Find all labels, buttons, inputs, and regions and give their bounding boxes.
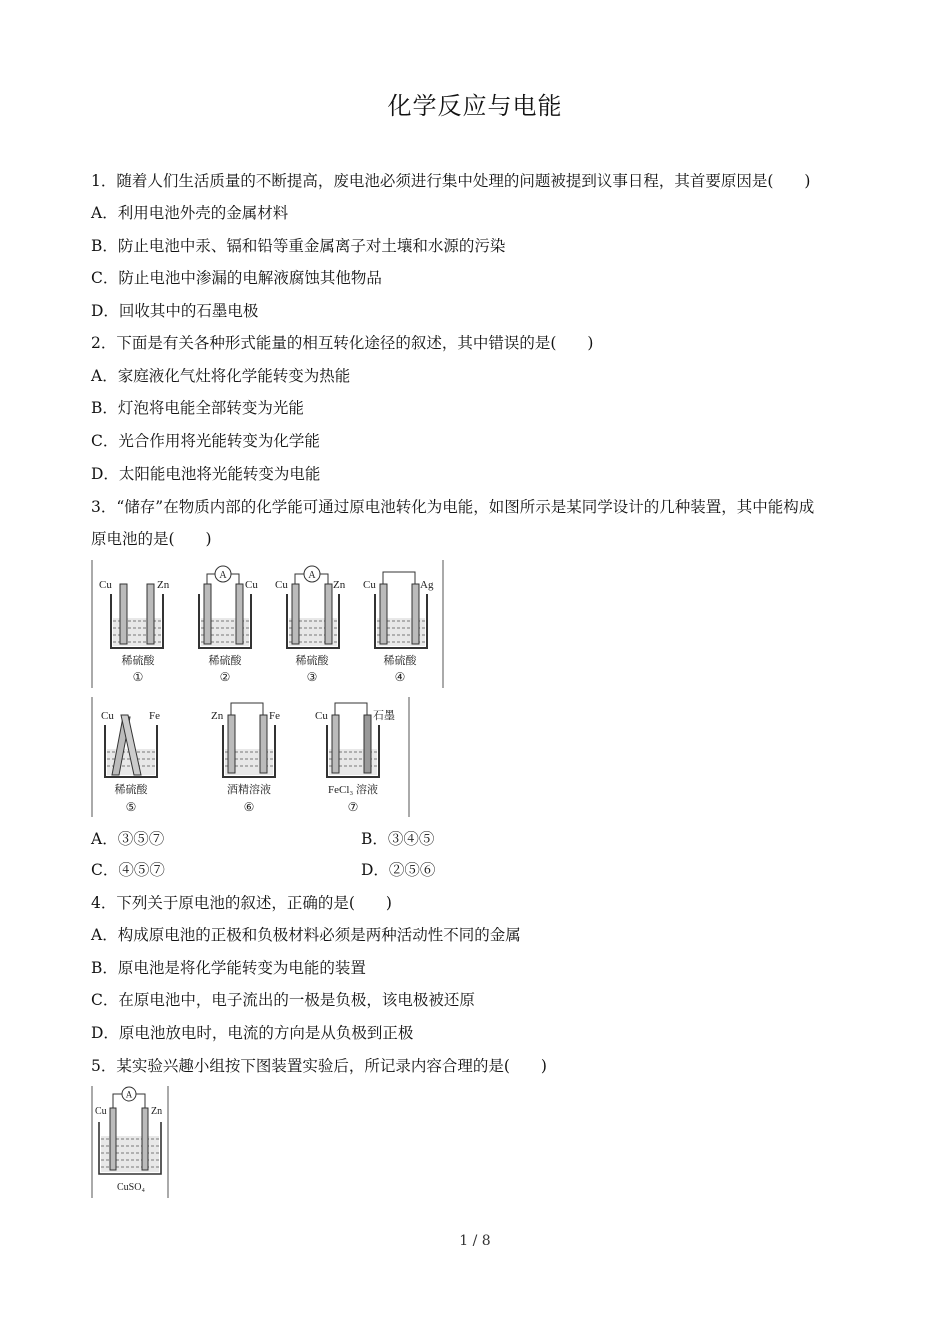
q4-option-d: D．原电池放电时，电流的方向是从负极到正极 (91, 1024, 414, 1042)
device-5-solution: 稀硫酸 (114, 784, 148, 796)
q5-stem: 5．某实验兴趣小组按下图装置实验后，所记录内容合理的是( ) (91, 1057, 547, 1075)
device-3-right-label: Zn (333, 579, 346, 591)
q2-option-d: D．太阳能电池将光能转变为电能 (91, 465, 321, 483)
q5-figure (91, 1084, 171, 1200)
device-2-number: ② (219, 670, 231, 684)
device-4-number: ④ (394, 670, 406, 684)
device-2-solution: 稀硫酸 (208, 655, 242, 667)
q4-option-c: C．在原电池中，电子流出的一极是负极，该电极被还原 (91, 991, 475, 1009)
device-7-left-label: Cu (315, 710, 328, 722)
device-3-solution: 稀硫酸 (295, 655, 329, 667)
device-2 (199, 566, 258, 684)
device-7-number: ⑦ (347, 800, 359, 814)
device-6-solution: 酒精溶液 (227, 784, 271, 796)
device-5 (101, 710, 160, 814)
device-5-left-label: Cu (101, 710, 114, 722)
q5-right-label: Zn (151, 1106, 163, 1117)
q4-stem: 4．下列关于原电池的叙述，正确的是( ) (91, 894, 392, 912)
q4-option-a: A．构成原电池的正极和负极材料必须是两种活动性不同的金属 (91, 926, 521, 944)
q1-stem: 1．随着人们生活质量的不断提高，废电池必须进行集中处理的问题被提到议事日程，其首要原因是( ) (91, 172, 811, 190)
q5-left-label: Cu (95, 1106, 107, 1117)
device-2-right-label: Cu (245, 579, 258, 591)
q5-ammeter: A (125, 1089, 133, 1100)
device-6-left-label: Zn (211, 710, 224, 722)
device-6-number: ⑥ (243, 800, 255, 814)
device-1 (99, 579, 170, 684)
device-7-right-label: 石墨 (373, 710, 395, 722)
q2-option-b: B．灯泡将电能全部转变为光能 (91, 399, 304, 417)
device-6-right-label: Fe (269, 710, 280, 722)
q2-option-a: A．家庭液化气灶将化学能转变为热能 (91, 367, 351, 385)
device-1-left-label: Cu (99, 579, 112, 591)
q3-option-b: B．③④⑤ (361, 830, 435, 848)
device-1-right-label: Zn (157, 579, 170, 591)
device-6 (211, 703, 280, 814)
q1-option-c: C．防止电池中渗漏的电解液腐蚀其他物品 (91, 269, 382, 287)
device-4 (363, 572, 434, 684)
page-number: 1 / 8 (459, 1233, 491, 1249)
q3-stem-line2: 原电池的是( ) (91, 530, 212, 548)
device-1-number: ① (132, 670, 144, 684)
device-3-left-label: Cu (275, 579, 288, 591)
device-3-number: ③ (306, 670, 318, 684)
device-5-right-label: Fe (149, 710, 160, 722)
page-title: 化学反应与电能 (387, 92, 563, 120)
device-5-number: ⑤ (125, 800, 137, 814)
device-7-solution: FeCl₃ 溶液 (328, 784, 378, 796)
device-4-solution: 稀硫酸 (383, 655, 417, 667)
q3-figure-row1 (91, 558, 445, 690)
q5-solution: CuSO₄ (117, 1182, 145, 1193)
q3-stem-line1: 3．“储存”在物质内部的化学能可通过原电池转化为电能，如图所示是某同学设计的几种装置，其中能构成 (91, 498, 815, 516)
device-2-ammeter: A (219, 570, 227, 581)
device-1-solution: 稀硫酸 (121, 655, 155, 667)
q3-option-c: C．④⑤⑦ (91, 861, 165, 879)
device-3-ammeter: A (308, 570, 316, 581)
device-4-right-label: Ag (420, 579, 434, 591)
q3-option-a: A．③⑤⑦ (91, 830, 165, 848)
q3-option-d: D．②⑤⑥ (361, 861, 436, 879)
device-7 (315, 703, 395, 814)
q2-stem: 2．下面是有关各种形式能量的相互转化途径的叙述，其中错误的是( ) (91, 334, 594, 352)
q2-option-c: C．光合作用将光能转变为化学能 (91, 432, 320, 450)
q1-option-a: A．利用电池外壳的金属材料 (91, 204, 289, 222)
device-3 (275, 566, 346, 684)
q4-option-b: B．原电池是将化学能转变为电能的装置 (91, 959, 366, 977)
q3-figure-row2 (91, 695, 411, 819)
q1-option-d: D．回收其中的石墨电极 (91, 302, 259, 320)
q1-option-b: B．防止电池中汞、镉和铅等重金属离子对土壤和水源的污染 (91, 237, 506, 255)
device-4-left-label: Cu (363, 579, 376, 591)
